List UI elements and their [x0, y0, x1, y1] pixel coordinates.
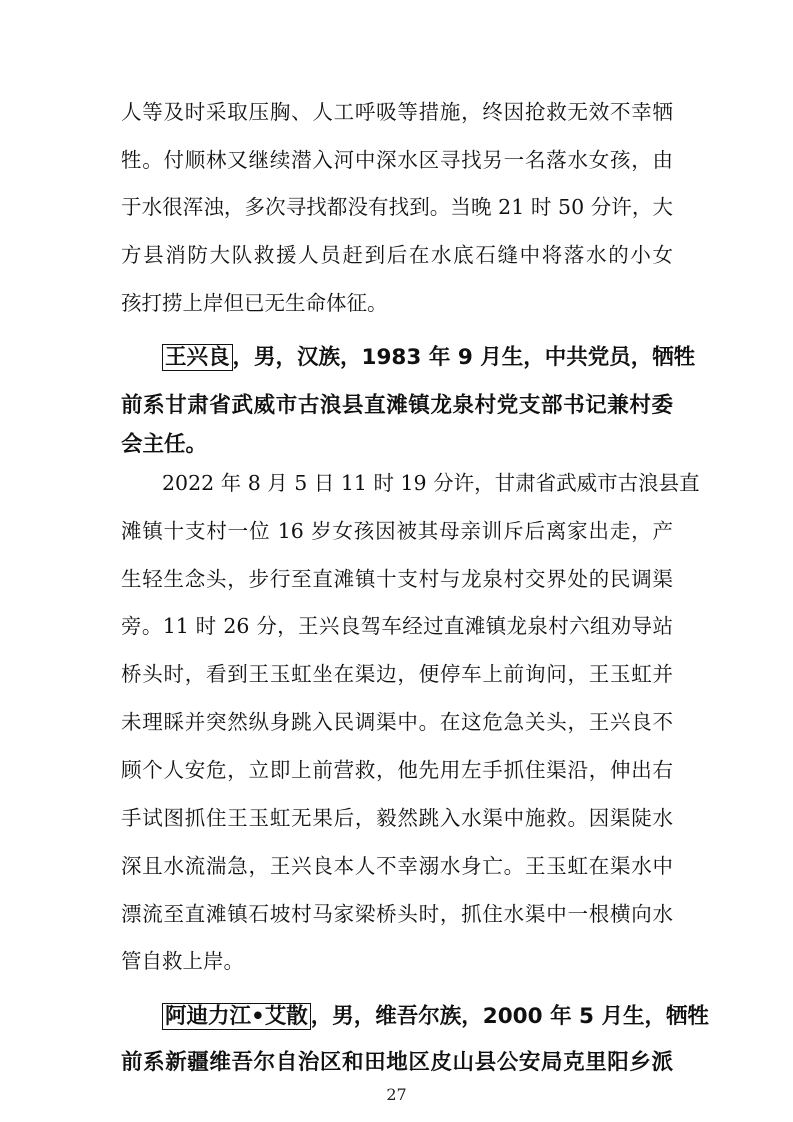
paragraph-line: 滩镇十支村一位 16 岁女孩因被其母亲训斥后离家出走，产 [121, 519, 673, 543]
paragraph-line: 手试图抓住王玉虹无果后，毅然跳入水渠中施救。因渠陡水 [121, 806, 673, 830]
paragraph-line: 人等及时采取压胸、人工呼吸等措施，终因抢救无效不幸牺 [121, 100, 673, 124]
person-heading-line: 会主任。 [121, 432, 208, 457]
paragraph-line: 2022 年 8 月 5 日 11 时 19 分许，甘肃省武威市古浪县直 [162, 471, 700, 495]
paragraph-line: 漂流至直滩镇石坡村马家梁桥头时，抓住水渠中一根横向水 [121, 902, 673, 926]
person-heading-line [162, 344, 696, 372]
paragraph-line: 方县消防大队救援人员赶到后在水底石缝中将落水的小女 [121, 243, 673, 267]
paragraph-line: 管自救上岸。 [121, 949, 244, 973]
paragraph-line: 于水很浑浊，多次寻找都没有找到。当晚 21 时 50 分许，大 [121, 195, 673, 219]
paragraph-line: 深且水流湍急，王兴良本人不幸溺水身亡。王玉虹在渠水中 [121, 854, 673, 878]
paragraph-line: 牲。付顺林又继续潜入河中深水区寻找另一名落水女孩，由 [121, 148, 673, 172]
paragraph-line: 生轻生念头，步行至直滩镇十支村与龙泉村交界处的民调渠 [121, 567, 673, 591]
paragraph-line: 未理睬并突然纵身跳入民调渠中。在这危急关头，王兴良不 [121, 710, 673, 734]
person-heading-line: 前系新疆维吾尔自治区和田地区皮山县公安局克里阳乡派 [121, 1050, 673, 1075]
person-heading-text: ，男，汉族，1983 年 9 月生，中共党员，牺牲 [232, 345, 696, 370]
person-heading-text: ，男，维吾尔族，2000 年 5 月生，牺牲 [310, 1004, 710, 1029]
person-name-box: 阿迪力江•艾散 [162, 1003, 311, 1030]
paragraph-line: 孩打捞上岸但已无生命体征。 [121, 291, 388, 315]
paragraph-line: 旁。11 时 26 分，王兴良驾车经过直滩镇龙泉村六组劝导站 [121, 614, 673, 638]
page-number: 27 [386, 1085, 407, 1104]
paragraph-line: 桥头时，看到王玉虹坐在渠边，便停车上前询问，王玉虹并 [121, 662, 673, 686]
person-heading-line [162, 1003, 710, 1031]
person-heading-line: 前系甘肃省武威市古浪县直滩镇龙泉村党支部书记兼村委 [121, 393, 673, 418]
paragraph-line: 顾个人安危，立即上前营救，他先用左手抓住渠沿，伸出右 [121, 758, 673, 782]
person-name-box: 王兴良 [162, 344, 233, 371]
